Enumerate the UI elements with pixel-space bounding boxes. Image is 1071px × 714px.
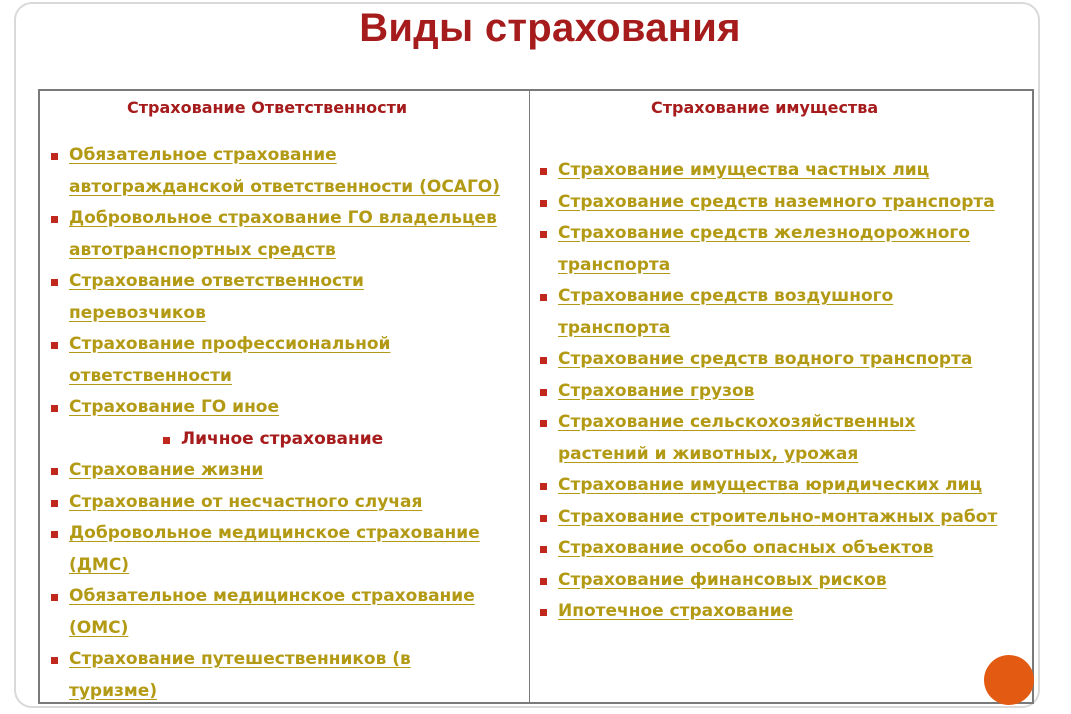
insurance-link-text[interactable]: Страхование особо опасных объектов <box>558 538 934 558</box>
bullet-icon <box>540 546 547 553</box>
bullet-icon <box>540 609 547 616</box>
bullet-icon <box>51 657 58 664</box>
insurance-link[interactable] <box>529 281 1033 344</box>
insurance-link[interactable] <box>529 155 1033 187</box>
bullet-icon <box>540 420 547 427</box>
insurance-link-text[interactable]: перевозчиков <box>69 302 206 323</box>
insurance-link-text[interactable]: Добровольное медицинское страхование <box>69 523 480 543</box>
insurance-link[interactable] <box>40 392 526 424</box>
bullet-icon <box>51 216 58 223</box>
insurance-link[interactable] <box>40 518 526 581</box>
decorative-orange-circle <box>984 655 1034 705</box>
bullet-icon <box>540 578 547 585</box>
insurance-link-text[interactable]: Страхование ответственности <box>69 271 364 291</box>
insurance-link-text[interactable]: Страхование средств железнодорожного <box>558 223 970 243</box>
insurance-link-text[interactable]: Страхование путешественников (в <box>69 649 411 669</box>
insurance-link[interactable] <box>40 266 526 329</box>
insurance-link[interactable] <box>529 565 1033 597</box>
insurance-link[interactable] <box>529 502 1033 534</box>
bullet-icon <box>51 153 58 160</box>
insurance-link-text[interactable]: Добровольное страхование ГО владельцев <box>69 208 497 228</box>
bullet-icon <box>540 483 547 490</box>
insurance-link-text[interactable]: Страхование средств наземного транспорта <box>558 191 995 212</box>
insurance-link[interactable] <box>529 407 1033 470</box>
section-heading-text: Личное страхование <box>181 428 384 449</box>
insurance-link-text[interactable]: Страхование имущества юридических лиц <box>558 475 983 495</box>
insurance-types-table <box>38 89 1034 704</box>
insurance-link[interactable] <box>529 596 1033 628</box>
bullet-icon <box>540 389 547 396</box>
insurance-link-text[interactable]: Страхование грузов <box>558 380 755 401</box>
insurance-link-text[interactable]: (ОМС) <box>69 617 129 638</box>
insurance-link-text[interactable]: Страхование профессиональной <box>69 334 391 354</box>
insurance-link[interactable] <box>40 644 526 707</box>
right-column-header: Страхование имущества <box>651 98 879 117</box>
bullet-icon <box>51 594 58 601</box>
bullet-icon <box>51 279 58 286</box>
bullet-icon <box>51 468 58 475</box>
property-insurance-list <box>529 155 1033 628</box>
insurance-link-text[interactable]: Страхование от несчастного случая <box>69 491 423 512</box>
insurance-link[interactable] <box>529 218 1033 281</box>
bullet-icon <box>540 200 547 207</box>
insurance-link-text[interactable]: Ипотечное страхование <box>558 601 794 621</box>
insurance-link[interactable] <box>529 470 1033 502</box>
insurance-link-text[interactable]: Страхование жизни <box>69 460 264 480</box>
insurance-link-text[interactable]: Страхование сельскохозяйственных <box>558 412 916 432</box>
insurance-link[interactable] <box>40 203 526 266</box>
bullet-icon <box>540 515 547 522</box>
left-column-header: Страхование Ответственности <box>127 98 408 117</box>
insurance-link-text[interactable]: туризме) <box>69 680 158 701</box>
insurance-link[interactable] <box>529 344 1033 376</box>
bullet-icon <box>540 168 547 175</box>
insurance-link-text[interactable]: растений и животных, урожая <box>558 443 859 464</box>
page-title: Виды страхования <box>359 6 741 50</box>
insurance-link-text[interactable]: транспорта <box>558 317 671 338</box>
insurance-link[interactable] <box>529 376 1033 408</box>
bullet-icon <box>51 531 58 538</box>
insurance-link-text[interactable]: Страхование строительно-монтажных работ <box>558 506 998 527</box>
bullet-icon <box>163 437 170 444</box>
insurance-link-text[interactable]: Страхование средств воздушного <box>558 286 894 306</box>
insurance-link[interactable] <box>40 455 526 487</box>
insurance-link[interactable] <box>40 581 526 644</box>
insurance-link-text[interactable]: ответственности <box>69 365 232 386</box>
insurance-link[interactable] <box>40 487 526 519</box>
bullet-icon <box>51 500 58 507</box>
insurance-link[interactable] <box>40 140 526 203</box>
bullet-icon <box>540 294 547 301</box>
insurance-link-text[interactable]: автогражданской ответственности (ОСАГО) <box>69 176 501 197</box>
liability-insurance-list <box>40 140 526 707</box>
insurance-link-text[interactable]: автотранспортных средств <box>69 239 336 260</box>
insurance-link-text[interactable]: Страхование ГО иное <box>69 397 280 417</box>
insurance-link[interactable] <box>529 187 1033 219</box>
section-heading <box>40 424 526 456</box>
bullet-icon <box>540 231 547 238</box>
insurance-link-text[interactable]: Обязательное медицинское страхование <box>69 586 475 606</box>
insurance-link-text[interactable]: Страхование имущества частных лиц <box>558 160 930 180</box>
insurance-link-text[interactable]: (ДМС) <box>69 554 130 575</box>
insurance-link-text[interactable]: Страхование средств водного транспорта <box>558 349 973 369</box>
insurance-link[interactable] <box>529 533 1033 565</box>
insurance-link-text[interactable]: транспорта <box>558 254 671 275</box>
bullet-icon <box>51 405 58 412</box>
bullet-icon <box>540 357 547 364</box>
insurance-link-text[interactable]: Обязательное страхование <box>69 145 337 165</box>
bullet-icon <box>51 342 58 349</box>
insurance-link[interactable] <box>40 329 526 392</box>
insurance-link-text[interactable]: Страхование финансовых рисков <box>558 569 887 590</box>
